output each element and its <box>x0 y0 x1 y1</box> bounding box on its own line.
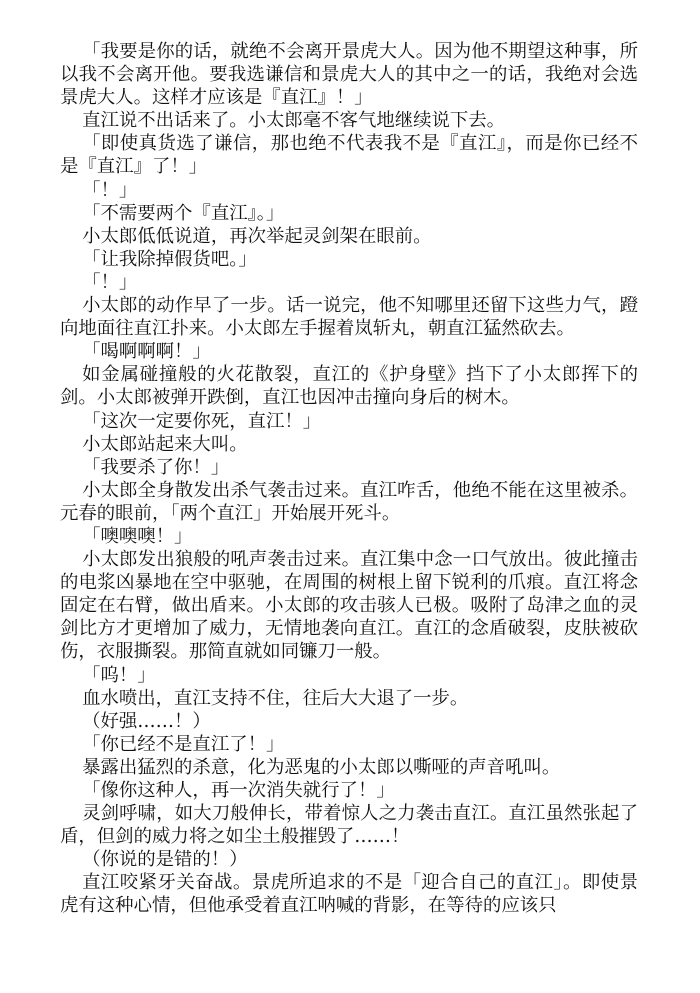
paragraph: 暴露出猛烈的杀意，化为恶鬼的小太郎以嘶哑的声音吼叫。 <box>82 756 561 778</box>
paragraph: 「你已经不是直江了！」 <box>82 733 285 755</box>
paragraph: 「像你这种人，再一次消失就行了！」 <box>82 780 395 801</box>
paragraph: 小太郎站起来大叫。 <box>82 433 248 455</box>
paragraph: 「呜！」 <box>82 664 156 686</box>
paragraph: 血水喷出，直江支持不住，往后大大退了一步。 <box>82 687 469 709</box>
paragraph: 「我要是你的话，就绝不会离开景虎大人。因为他不期望这种事，所以我不会离开他。要我选谦信和景虎大人的其中之一的话，我绝对会选景虎大人。这样才应该是『直江』！」 <box>60 41 638 109</box>
paragraph: 「！」 <box>82 271 138 293</box>
paragraph: 如金属碰撞般的火花散裂，直江的《护身壁》挡下了小太郎挥下的剑。小太郎被弹开跌倒，直江也因冲击撞向身后的树木。 <box>60 364 638 409</box>
paragraph: 小太郎低低说道，再次举起灵剑架在眼前。 <box>82 225 432 247</box>
paragraph: 「！」 <box>82 179 138 201</box>
paragraph: 直江咬紧牙关奋战。景虎所追求的不是「迎合自己的直江」。即使景虎有这种心情，但他承受着直江呐喊的背影，在等待的应该只 <box>60 872 638 917</box>
paragraph: 灵剑呼啸，如大刀般伸长，带着惊人之力袭击直江。直江虽然张起了盾，但剑的威力将之如尘土般摧毁了……！ <box>60 803 638 848</box>
paragraph: 「不需要两个『直江』。」 <box>82 202 285 224</box>
paragraph: 「这次一定要你死，直江！」 <box>82 410 322 432</box>
paragraph: 「让我除掉假货吧。」 <box>82 248 257 270</box>
paragraph: 「噢噢噢！」 <box>82 525 193 547</box>
paragraph: （你说的是错的！） <box>82 849 248 871</box>
novel-page <box>60 40 638 918</box>
paragraph: （好强……！） <box>82 710 211 732</box>
paragraph: 小太郎的动作早了一步。话一说完，他不知哪里还留下这些力气，蹬向地面往直江扑来。小太郎左手握着岚斩丸，朝直江猛然砍去。 <box>60 295 638 340</box>
paragraph: 小太郎发出狼般的吼声袭击过来。直江集中念一口气放出。彼此撞击的电浆凶暴地在空中驱驰，在周围的树根上留下锐利的爪痕。直江将念固定在右臂，做出盾来。小太郎的攻击骇人已极。吸附了岛津之血的灵剑比方才更增加了威力，无情地袭向直江。直江的念盾破裂，皮肤被砍伤，衣服撕裂。那简直就如同镰刀一般。 <box>60 549 638 663</box>
paragraph: 「我要杀了你！」 <box>82 456 230 478</box>
paragraph: 「喝啊啊啊！」 <box>82 341 211 363</box>
paragraph: 小太郎全身散发出杀气袭击过来。直江咋舌，他绝不能在这里被杀。元春的眼前，「两个直江」开始展开死斗。 <box>60 479 638 524</box>
paragraph: 「即使真货选了谦信，那也绝不代表我不是『直江』，而是你已经不是『直江』了！」 <box>60 133 638 178</box>
paragraph: 直江说不出话来了。小太郎毫不客气地继续说下去。 <box>82 110 506 132</box>
